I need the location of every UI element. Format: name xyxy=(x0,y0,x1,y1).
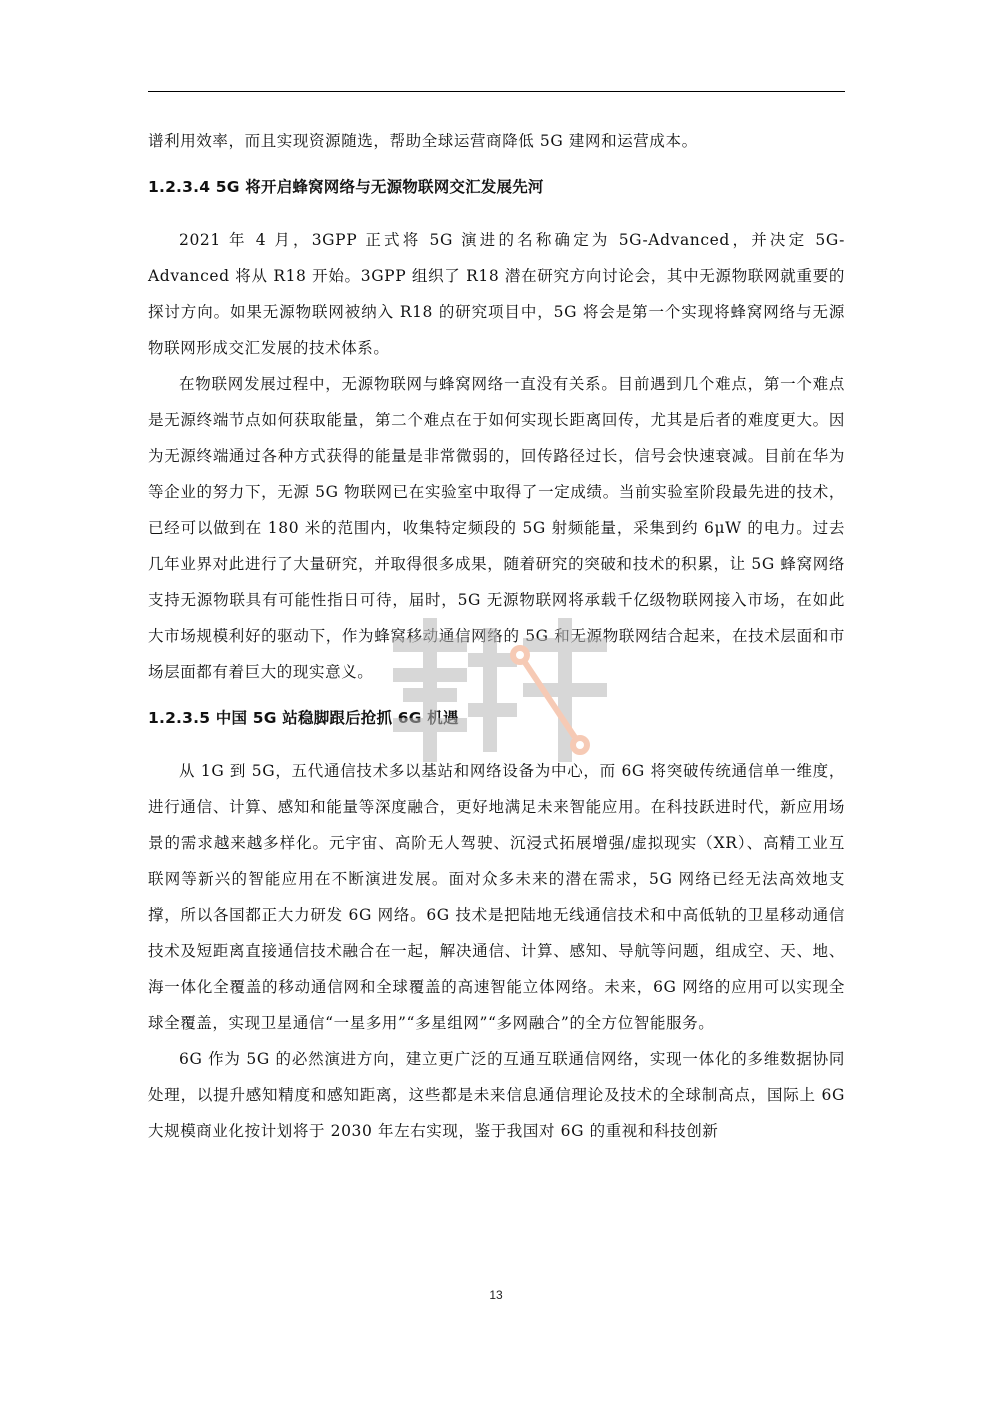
document-body xyxy=(148,123,845,1149)
paragraph-continuation: 谱利用效率，而且实现资源随选，帮助全球运营商降低 5G 建网和运营成本。 xyxy=(148,132,698,150)
paragraph-passive-iot: 在物联网发展过程中，无源物联网与蜂窝网络一直没有关系。目前遇到几个难点，第一个难点是无源终端节点如何获取能量，第二个难点在于如何实现长距离回传，尤其是后者的难度更大。因为无源终端通过各种方式获得的能量是非常微弱的，回传路径过长，信号会快速衰减。目前在华为等企业的努力下，无源 5G 物联网已在实验室中取得了一定成绩。当前实验室阶段最先进的技术，已经可以做到在 180 米的范围内，收集特定频段的 5G 射频能量，采集到约 6μW 的电力。过去几年业界对此进行了大量研究，并取得很多成果，随着研究的突破和技术的积累，让 5G 蜂窝网络支持无源物联具有可能性指日可待，届时，5G 无源物联网将承载千亿级物联网接入市场，在如此大市场规模利好的驱动下，作为蜂窝移动通信网络的 5G 和无源物联网结合起来，在技术层面和市场层面都有着巨大的现实意义。 xyxy=(148,375,845,681)
section-heading-1-2-3-5: 1.2.3.5 中国 5G 站稳脚跟后抢抓 6G 机遇 xyxy=(148,709,459,727)
paragraph-6g-overview: 从 1G 到 5G，五代通信技术多以基站和网络设备为中心，而 6G 将突破传统通信单一维度，进行通信、计算、感知和能量等深度融合，更好地满足未来智能应用。在科技跃进时代，新应用场景的需求越来越多样化。元宇宙、高阶无人驾驶、沉浸式拓展增强/虚拟现实（XR）、高精工业互联网等新兴的智能应用在不断演进发展。面对众多未来的潜在需求，5G 网络已经无法高效地支撑，所以各国都正大力研发 6G 网络。6G 技术是把陆地无线通信技术和中高低轨的卫星移动通信技术及短距离直接通信技术融合在一起，解决通信、计算、感知、导航等问题，组成空、天、地、海一体化全覆盖的移动通信网和全球覆盖的高速智能立体网络。未来，6G 网络的应用可以实现全球全覆盖，实现卫星通信“一星多用”“多星组网”“多网融合”的全方位智能服务。 xyxy=(148,762,845,1032)
paragraph-6g-evolution: 6G 作为 5G 的必然演进方向，建立更广泛的互通互联通信网络，实现一体化的多维数据协同处理，以提升感知精度和感知距离，这些都是未来信息通信理论及技术的全球制高点，国际上 6G 大规模商业化按计划将于 2030 年左右实现，鉴于我国对 6G 的重视和科技创新 xyxy=(148,1050,845,1140)
paragraph-5g-advanced: 2021 年 4 月，3GPP 正式将 5G 演进的名称确定为 5G-Advanced，并决定 5G-Advanced 将从 R18 开始。3GPP 组织了 R18 潜在研究方向讨论会，其中无源物联网就重要的探讨方向。如果无源物联网被纳入 R18 的研究项目中，5G 将会是第一个实现将蜂窝网络与无源物联网形成交汇发展的技术体系。 xyxy=(148,231,845,357)
page-number: 13 xyxy=(489,1288,503,1302)
header-rule xyxy=(148,91,845,92)
section-heading-1-2-3-4: 1.2.3.4 5G 将开启蜂窝网络与无源物联网交汇发展先河 xyxy=(148,178,544,196)
